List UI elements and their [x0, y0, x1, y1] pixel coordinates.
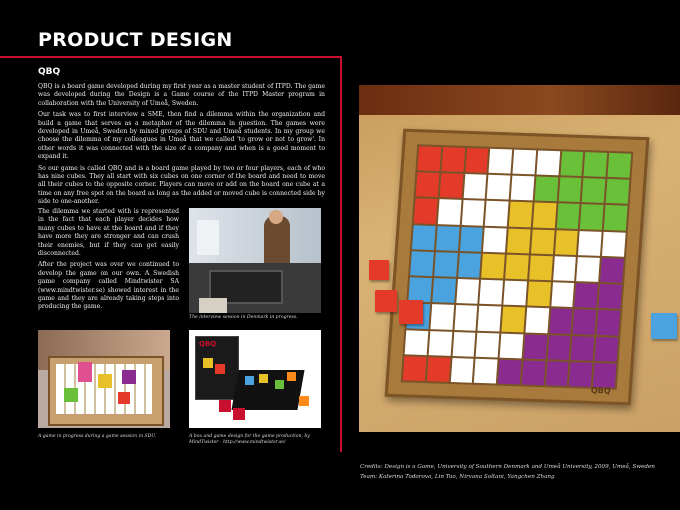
board-tile	[461, 200, 484, 225]
board-tile	[460, 227, 483, 252]
credits-line: Credits: Design is a Game, University of Southern Denmark and Umeå University, 2009, Umeå, Sweden	[360, 464, 655, 470]
loose-red-cube	[375, 290, 397, 312]
board-tile	[582, 178, 605, 203]
box-logo: QBQ	[199, 340, 217, 348]
board-tile	[403, 356, 426, 381]
board-tile	[417, 146, 440, 171]
session-caption: A game in progress during a game session in SDU.	[38, 434, 157, 439]
board-tile	[487, 175, 510, 200]
board-tile	[593, 363, 616, 388]
board-tile	[522, 360, 545, 385]
board-tile	[416, 173, 439, 198]
board-tile	[599, 284, 622, 309]
board-tile	[489, 149, 512, 174]
board-tile	[524, 334, 547, 359]
board-tile	[480, 280, 503, 305]
frame-top-line	[0, 56, 340, 58]
board-tile	[578, 231, 601, 256]
page-title: PRODUCT DESIGN	[38, 29, 233, 51]
board-tile	[569, 362, 592, 387]
board-tile	[427, 357, 450, 382]
board-tile	[529, 255, 552, 280]
board-tile	[432, 278, 455, 303]
box-caption: A box and game design for the game production, by MindTwister - http://www.mindtwister.se/	[189, 434, 310, 445]
board-tile	[571, 336, 594, 361]
board-tile	[412, 225, 435, 250]
board-tile	[441, 147, 464, 172]
board-tile	[478, 306, 501, 331]
board-tile	[513, 150, 536, 175]
section-subtitle: QBQ	[38, 67, 61, 77]
board-tile	[511, 176, 534, 201]
board-tile	[414, 199, 437, 224]
board-tile	[551, 282, 574, 307]
board-game-photo	[359, 85, 680, 432]
board-tile	[458, 253, 481, 278]
board-tile	[556, 204, 579, 229]
board-tile	[450, 358, 473, 383]
credits	[360, 462, 660, 482]
board-tile	[456, 279, 479, 304]
game-session-photo	[38, 330, 170, 428]
interview-caption: The interview session in Denmark in progress.	[189, 315, 298, 320]
board-tile	[405, 330, 428, 355]
board-tile	[408, 277, 431, 302]
board-tile	[525, 308, 548, 333]
intro-text	[38, 83, 325, 210]
board-tile	[602, 232, 625, 257]
board-tile	[575, 283, 598, 308]
board-tile	[474, 359, 497, 384]
board-tile	[527, 282, 550, 307]
board-tile	[549, 309, 572, 334]
frame-side-line	[340, 56, 342, 452]
board-tile	[577, 257, 600, 282]
board-tile	[600, 258, 623, 283]
paragraph-2: Our task was to first interview a SME, then find a dilemma within the organization and build a game that serves as a metaphor of the dilemma in question. The games were developed in Umeå, Sweden by mixed groups of SDU and Umeå students. In my group we choose the dilemma of my colleagues in Umeå that we called 'to grow or not to grow'. In other words it was connected with the size of a company and when is a good moment to expand it.	[38, 111, 325, 161]
board-tile	[547, 335, 570, 360]
board-tile	[476, 332, 499, 357]
board-tile	[434, 252, 457, 277]
board-tile	[498, 359, 521, 384]
board-tile	[454, 305, 477, 330]
board-tile	[608, 153, 631, 178]
interview-photo	[189, 208, 321, 313]
board-tile	[536, 150, 559, 175]
paragraph-5: After the project was over we continued to develop the game on our own. A Swedish game company called Mindtwister SA (www.mindtwister.se) showed interest in the game and they are already taking steps into producing the game.	[38, 261, 179, 311]
board-tile	[428, 331, 451, 356]
board-tile	[584, 152, 607, 177]
board-tile	[535, 177, 558, 202]
board-logo: QBQ	[590, 385, 611, 396]
board-tile	[507, 228, 530, 253]
board-tile	[604, 205, 627, 230]
board-tile	[509, 202, 532, 227]
loose-red-cube	[369, 260, 389, 280]
board-tile	[430, 304, 453, 329]
board-tile	[481, 254, 504, 279]
board-tile	[555, 230, 578, 255]
board-tile	[483, 227, 506, 252]
board-tile	[410, 251, 433, 276]
box-design-photo	[189, 330, 321, 428]
loose-red-cube	[399, 300, 423, 324]
paragraph-4: The dilemma we started with is represented in the fact that each player decides how many cubes to have at the board and if they have more they are stronger and can crush their enemies, but if they can get easily disconnected.	[38, 208, 179, 258]
board-tile	[573, 309, 596, 334]
board-tile	[558, 177, 581, 202]
paragraph-3: So our game is called QBQ and is a board game played by two or four players, each of who has nine cubes. They all start with six cubes on one corner of the board and need to move all their cubes to the opposite corner. Players can move or add on the board one cube at a time on any free spot on the board as long as the added or moved cube is connected side by side to one-another.	[38, 164, 325, 206]
board-tile	[505, 254, 528, 279]
board-tile	[502, 307, 525, 332]
board-tile	[463, 174, 486, 199]
board-tile	[560, 151, 583, 176]
game-board	[385, 129, 650, 406]
background-wall	[359, 85, 680, 115]
board-tile	[533, 203, 556, 228]
board-tile	[438, 200, 461, 225]
board-tile	[531, 229, 554, 254]
board-tile	[503, 281, 526, 306]
board-tile	[606, 179, 629, 204]
board-tile	[500, 333, 523, 358]
board-tile	[595, 336, 618, 361]
board-tile	[597, 310, 620, 335]
board-tile	[485, 201, 508, 226]
paragraph-1: QBQ is a board game developed during my first year as a master student of ITPD. The game was developed during the Design is a Game course of the ITPD Master program in collaboration with the University of Umeå, Sweden.	[38, 83, 325, 107]
board-tile	[465, 148, 488, 173]
board-tile	[439, 173, 462, 198]
board-tile	[545, 361, 568, 386]
board-tile	[452, 331, 475, 356]
side-text	[38, 208, 179, 315]
board-tile	[580, 205, 603, 230]
loose-blue-cube	[651, 313, 677, 339]
board-tile	[553, 256, 576, 281]
board-tile	[436, 226, 459, 251]
team-line: Team: Katerina Todorova, Lin Tao, Nirvana Soltani, Yangchen Zhang	[360, 474, 555, 480]
